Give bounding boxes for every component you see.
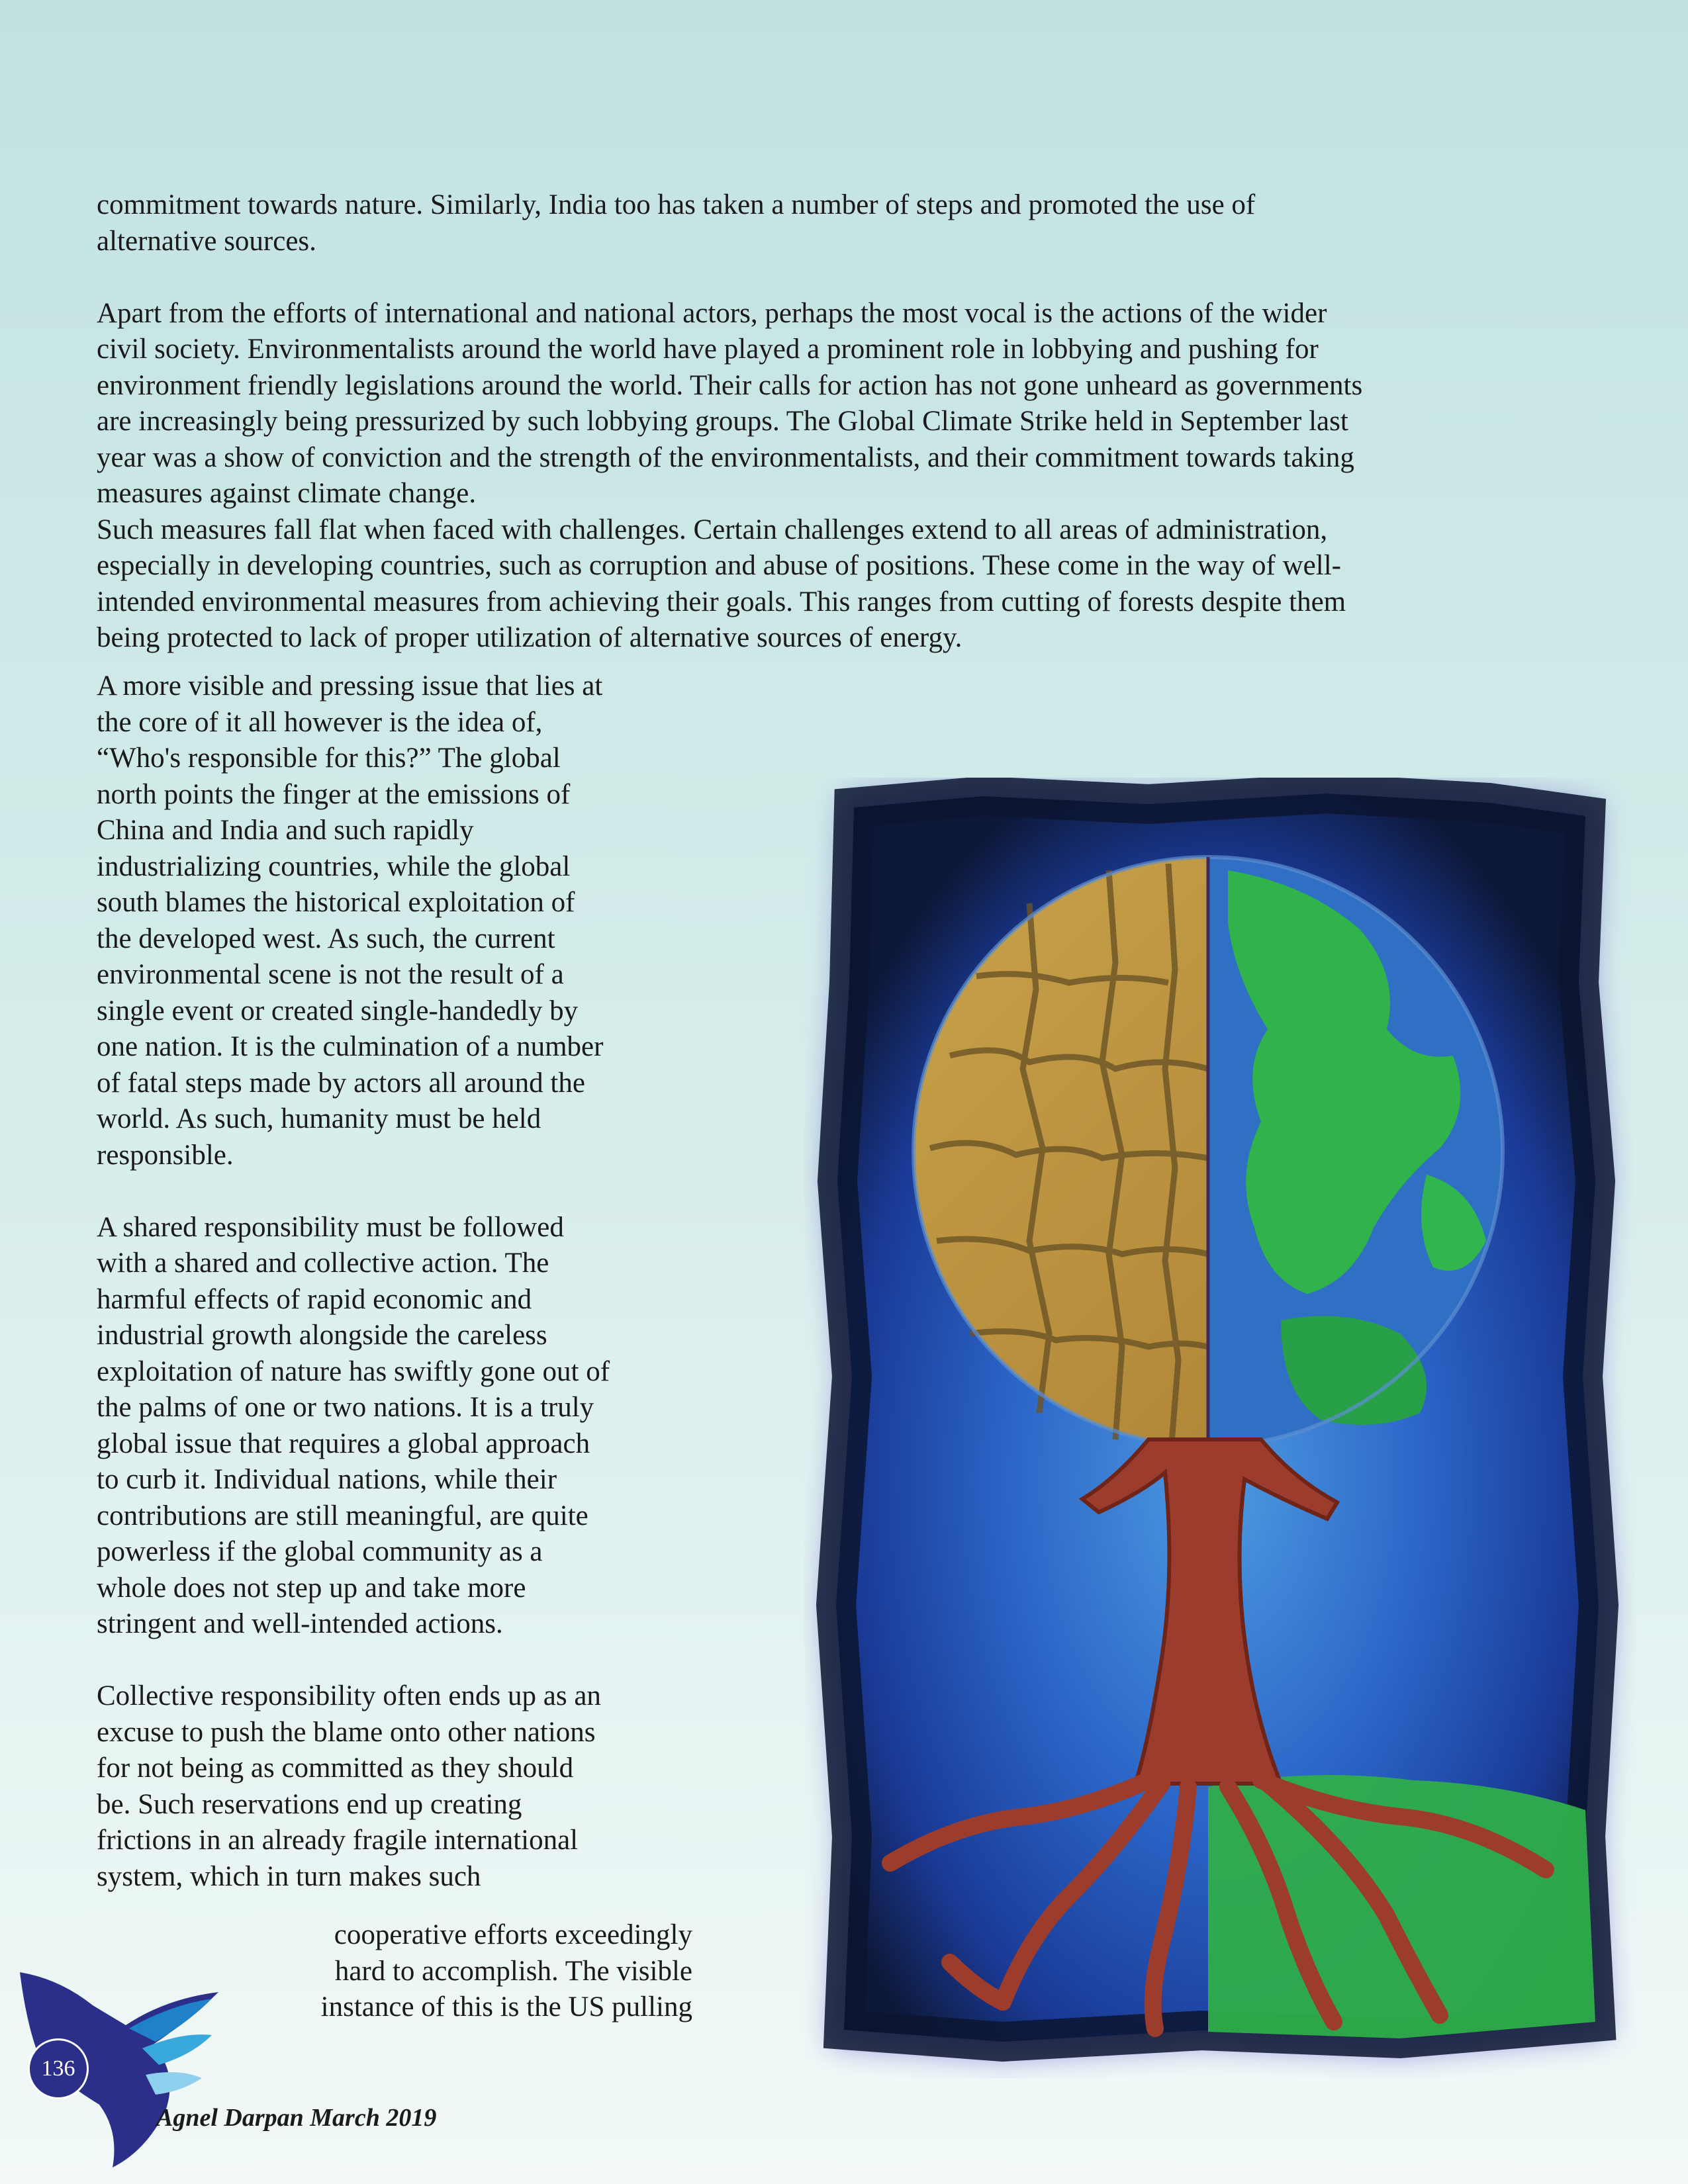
text-line: year was a show of conviction and the strength of the environmentalists, and their commitment towards taking xyxy=(97,441,1354,473)
text-line: civil society. Environmentalists around the world have played a prominent role in lobbying and pushing for xyxy=(97,334,1319,365)
text-line: the core of it all however is the idea of, xyxy=(97,706,543,738)
text-line: are increasingly being pressurized by such lobbying groups. The Global Climate Strike held in September last xyxy=(97,406,1348,437)
body-text-left-column xyxy=(97,668,712,1895)
text-line: Collective responsibility often ends up as an xyxy=(97,1680,601,1711)
text-line: of fatal steps made by actors all around the xyxy=(97,1067,585,1099)
text-line: contributions are still meaningful, are quite xyxy=(97,1500,588,1531)
paragraph-gap xyxy=(97,1643,712,1679)
text-line: with a shared and collective action. The xyxy=(97,1248,549,1279)
text-line: industrial growth alongside the careless xyxy=(97,1320,547,1351)
tree-globe-painting xyxy=(804,778,1635,2078)
text-line: whole does not step up and take more xyxy=(97,1572,526,1604)
text-line: world. As such, humanity must be held xyxy=(97,1103,541,1134)
text-line: frictions in an already fragile international xyxy=(97,1825,579,1856)
text-line: alternative sources. xyxy=(97,225,316,257)
paragraph-gap xyxy=(97,1173,712,1210)
text-line: Apart from the efforts of international and national actors, perhaps the most vocal is the actions of the wider xyxy=(97,297,1327,329)
text-line: south blames the historical exploitation of xyxy=(97,887,575,918)
text-line: to curb it. Individual nations, while their xyxy=(97,1464,557,1495)
text-line: Such measures fall flat when faced with challenges. Certain challenges extend to all areas of administration, xyxy=(97,514,1328,545)
text-line: north points the finger at the emissions of xyxy=(97,778,571,810)
text-line: the palms of one or two nations. It is a truly xyxy=(97,1392,594,1423)
text-line: cooperative efforts exceedingly xyxy=(334,1919,692,1950)
text-line: be. Such reservations end up creating xyxy=(97,1788,522,1820)
text-line: one nation. It is the culmination of a number xyxy=(97,1031,604,1062)
text-line: global issue that requires a global approach xyxy=(97,1428,590,1459)
paragraph-gap xyxy=(97,259,1573,296)
text-line: being protected to lack of proper utilization of alternative sources of energy. xyxy=(97,622,962,653)
text-line: industrializing countries, while the global xyxy=(97,850,571,882)
text-line: powerless if the global community as a xyxy=(97,1536,543,1567)
text-line: exploitation of nature has swiftly gone out of xyxy=(97,1355,610,1387)
text-line: harmful effects of rapid economic and xyxy=(97,1283,532,1315)
text-line: hard to accomplish. The visible xyxy=(334,1955,692,1987)
text-line: intended environmental measures from achieving their goals. This ranges from cutting of forests despite them xyxy=(97,586,1346,617)
text-line: A shared responsibility must be followed xyxy=(97,1211,564,1243)
text-line: single event or created single-handedly by xyxy=(97,995,579,1026)
text-line: responsible. xyxy=(97,1139,234,1171)
text-line: excuse to push the blame onto other nations xyxy=(97,1716,596,1748)
text-line: instance of this is the US pulling xyxy=(320,1991,692,2023)
body-text-top xyxy=(97,187,1573,657)
text-line: measures against climate change. xyxy=(97,478,477,509)
text-line: for not being as committed as they should xyxy=(97,1752,574,1784)
text-line: system, which in turn makes such xyxy=(97,1860,481,1892)
text-line: stringent and well-intended actions. xyxy=(97,1608,503,1639)
page-number: 136 xyxy=(28,2038,89,2099)
text-line: environment friendly legislations around the world. Their calls for action has not gone unheard as governments xyxy=(97,369,1363,401)
text-line: China and India and such rapidly xyxy=(97,815,474,846)
text-line: the developed west. As such, the current xyxy=(97,923,555,954)
text-line: A more visible and pressing issue that lies at xyxy=(97,670,603,702)
text-line: especially in developing countries, such as corruption and abuse of positions. These come in the way of well- xyxy=(97,550,1341,581)
text-line: commitment towards nature. Similarly, India too has taken a number of steps and promoted the use of xyxy=(97,189,1256,220)
footer-issue: Agnel Darpan March 2019 xyxy=(156,2104,437,2132)
text-line: “Who's responsible for this?” The global xyxy=(97,743,561,774)
text-line: environmental scene is not the result of a xyxy=(97,959,564,990)
